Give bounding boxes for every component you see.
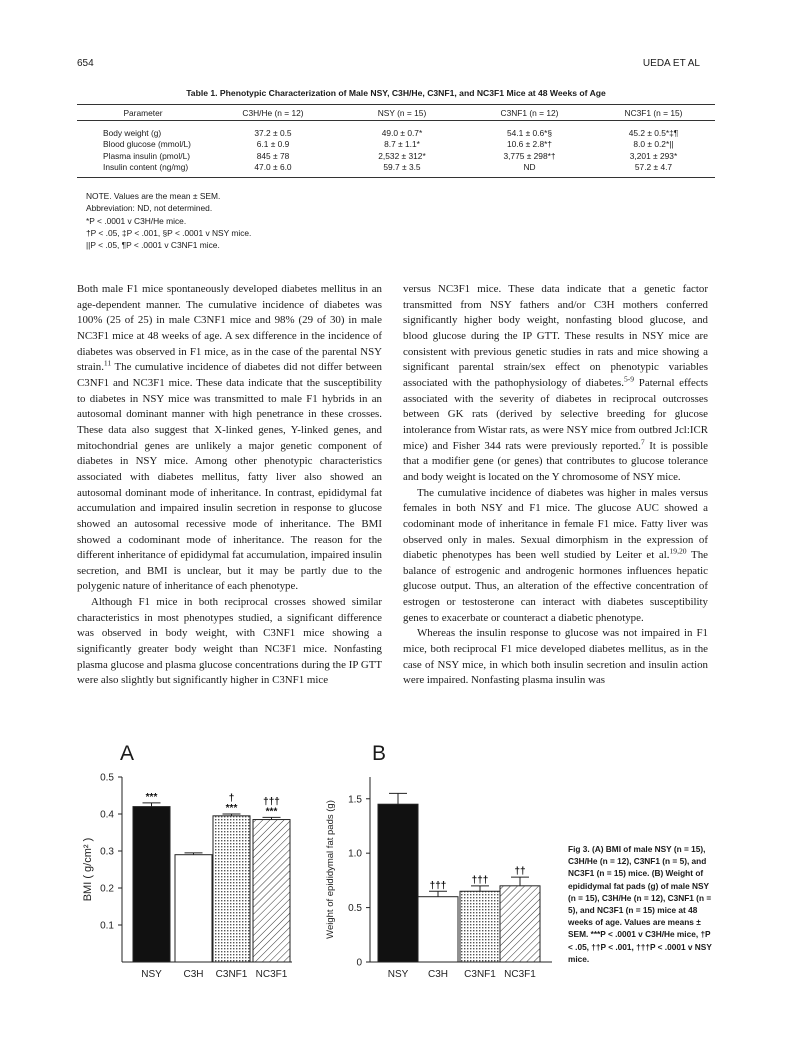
table-cell: ND: [523, 162, 536, 173]
bmi-chart: [77, 765, 307, 980]
table-cell: Body weight (g): [103, 127, 162, 138]
table-cell: 49.0 ± 0.7*: [381, 127, 423, 138]
phenotype-table: [77, 104, 715, 178]
y-tick-label: 0.5: [348, 903, 362, 915]
col-header-c3nf1: C3NF1 (n = 12): [500, 107, 559, 118]
category-label: C3NF1: [464, 969, 496, 980]
y-tick-label: 0.5: [100, 772, 114, 784]
table-note: †P < .05, ‡P < .001, §P < .0001 v NSY mice.: [86, 227, 252, 238]
table-row: [77, 139, 715, 151]
bar: [418, 897, 458, 962]
y-tick-label: 0.3: [100, 846, 114, 858]
col-header-nsy: NSY (n = 15): [377, 107, 427, 118]
table-header-row: [77, 105, 715, 121]
y-tick-label: 0.4: [100, 809, 114, 821]
y-tick-label: 0: [356, 957, 362, 969]
table-note: NOTE. Values are the mean ± SEM.: [86, 191, 221, 201]
paragraph: Whereas the insulin response to glucose was not impaired in F1 mice, both reciprocal F1 mice developed diabetes mellitus, as in the case of NSY mice, in which both insulin secretion and insulin action were impaired. Nonfasting plasma insulin was: [403, 627, 708, 687]
category-label: NSY: [141, 969, 162, 980]
table-cell: 3,201 ± 293*: [629, 150, 678, 161]
paragraph: Both male F1 mice spontaneously developed diabetes mellitus in an age-dependent manner. The cumulative incidence of diabetes was 100% (25 of 25) in male C3NF1 mice and 98% (29 of 30) in male NC3F1 mice at 48 weeks of age. A sex difference in the incidence of diabetes was observed in F1 mice, as in the case of the parental NSY strain.$^{11}$ The cumulative incidence of diabetes did not differ between C3NF1 and NC3F1 mice. These data indicate that the susceptibility to diabetes in NSY mice was transmitted to male F1 hybrids in an autosomal dominant manner with high penetrance in these crosses. These data also suggest that X-linked genes, Y-linked genes, and mitochondrial genes are unlikely a major genetic component of diabetes in NSY mice. Among other phenotypic characteristics associated with diabetes mellitus, fatty liver also showed an autosomal dominant mode of inheritance. In contrast, epididymal fat accumulation and impaired insulin secretion in response to glucose showed an autosomal recessive mode of inheritance. The BMI showed a codominant mode of inheritance. The reason for the different inheritance of epididymal fat accumulation, impaired insulin secretion, and BMI is unclear, but it may be partly due to the polygenic nature of inheritance of each phenotype.: [77, 283, 382, 593]
citation: 7: [640, 436, 645, 446]
panel-label-a: A: [120, 742, 135, 765]
category-label: C3H: [427, 969, 449, 980]
table-cell: 8.7 ± 1.1*: [384, 139, 420, 150]
body-column-right: [403, 282, 708, 689]
significance-marker: ***: [225, 803, 238, 814]
table-cell: 3,775 ± 298*†: [503, 150, 556, 161]
category-label: NSY: [387, 969, 409, 980]
table-cell: 8.0 ± 0.2*||: [633, 139, 674, 150]
table-cell: 845 ± 78: [256, 150, 290, 161]
bar: [500, 886, 540, 962]
body-column-left: [77, 282, 382, 689]
table-notes: [86, 190, 251, 251]
significance-marker: †: [228, 793, 235, 804]
y-tick-label: 0.2: [100, 883, 114, 895]
col-header-c3h: C3H/He (n = 12): [242, 107, 304, 118]
table-cell: Blood glucose (mmol/L): [103, 139, 191, 150]
y-tick-label: 1.5: [348, 794, 362, 806]
table-row: [77, 150, 715, 162]
bar: [253, 820, 290, 962]
bar: [460, 891, 500, 962]
table-cell: 37.2 ± 0.5: [254, 127, 292, 138]
table-cell: 59.7 ± 3.5: [383, 162, 421, 173]
running-head: UEDA ET AL: [642, 58, 700, 69]
col-header-parameter: Parameter: [123, 107, 163, 118]
significance-marker: †††: [263, 796, 280, 808]
figure-caption: Fig 3. (A) BMI of male NSY (n = 15), C3H/He (n = 12), C3NF1 (n = 5), and NC3F1 (n = 15) mice. (B) Weight of epididymal fat pads (g) of male NSY (n = 15), C3H/He (n = 12), C3NF1 (n = 5), and NC3F1 (n = 15) mice at 48 weeks of age. Values are means ± SEM. ***P < .0001 v C3H/He mice, †P < .05, ††P < .001, †††P < .0001 v NSY mice.: [568, 844, 712, 964]
panel-label-b: B: [372, 742, 387, 765]
table-caption: Table 1. Phenotypic Characterization of Male NSY, C3H/He, C3NF1, and NC3F1 Mice at 48 Weeks of Age: [186, 88, 606, 98]
paragraph: Although F1 mice in both reciprocal crosses showed similar characteristics in most phenotypes studied, a significant difference was observed in body weight, with C3NF1 mice showing a significantly greater body weight than NC3F1 mice. Nonfasting plasma glucose and plasma glucose concentrations during the IP GTT were also slightly but significantly higher in C3NF1 mice: [77, 596, 382, 687]
y-axis-label: BMI ( g/cm² ): [82, 837, 94, 902]
table-cell: Plasma insulin (pmol/L): [103, 150, 191, 161]
table-note: ||P < .05, ¶P < .0001 v C3NF1 mice.: [86, 240, 220, 251]
citation: 5-9: [623, 374, 635, 384]
paragraph: The cumulative incidence of diabetes was higher in males versus females in both NSY and F1 mice. The glucose AUC showed a codominant mode of inheritance in female F1 mice. Fatty liver was observed only in males. Sexual dimorphism in the expression of diabetic phenotypes has been well studied by Leiter et al.$^{19,20}$ The balance of estrogenic and androgenic hormones influences hepatic glucose output. Thus, an alteration of the effective concentration of estrogen or testosterone can interact with diabetes susceptibility genes to exacerbate or counteract a diabetic phenotype.: [403, 486, 708, 624]
significance-marker: ***: [265, 806, 278, 818]
bar: [175, 855, 212, 962]
table-cell: 47.0 ± 6.0: [254, 162, 292, 173]
bar: [378, 804, 418, 962]
significance-marker: †††: [471, 874, 489, 886]
bar: [213, 816, 250, 962]
table-cell: 10.6 ± 2.8*†: [506, 139, 553, 150]
y-tick-label: 1.0: [348, 848, 362, 860]
significance-marker: †††: [429, 880, 447, 892]
significance-marker: ††: [514, 866, 526, 878]
table-cell: 6.1 ± 0.9: [256, 139, 290, 150]
table-cell: 54.1 ± 0.6*§: [506, 127, 553, 138]
col-header-nc3f1: NC3F1 (n = 15): [624, 107, 683, 118]
paragraph: versus NC3F1 mice. These data indicate that a genetic factor transmitted from NSY fathers and/or C3H mothers conferred significantly higher body weight, nonfasting blood glucose, and blood glucose during the IP GTT. These results in NSY mice are consistent with previous genetic studies in rats and mice showing a significant parental strain/sex effect on phenotypic variables associated with the pathophysiology of diabetes.$^{5-9}$ Paternal effects associated with the severity of diabetes in reciprocal outcrosses between GK rats (derived by selective breeding for glucose intolerance from Wistar rats, as were NSY mice from outbred Jcl:ICR mice) and Fisher 344 rats were previously reported.$^7$ It is possible that a modifier gene (or genes) that contributes to glucose tolerance and body weight is located on the Y chromosome of NSY mice.: [403, 283, 708, 483]
table-note: Abbreviation: ND, not determined.: [86, 203, 213, 214]
category-label: C3H: [183, 969, 204, 980]
citation: 11: [103, 358, 112, 368]
category-label: NC3F1: [504, 969, 536, 980]
category-label: NC3F1: [255, 969, 288, 980]
y-tick-label: 0.1: [100, 920, 114, 932]
table-cell: Insulin content (ng/mg): [103, 162, 189, 173]
table-row: [77, 162, 715, 178]
citation: 19,20: [669, 546, 687, 556]
table-note: *P < .0001 v C3H/He mice.: [86, 215, 187, 226]
table-cell: 2,532 ± 312*: [378, 150, 426, 161]
page-number: 654: [77, 58, 94, 69]
table-row: [77, 121, 715, 139]
significance-marker: ***: [145, 791, 158, 803]
category-label: C3NF1: [215, 969, 248, 980]
bar: [133, 807, 170, 962]
table-cell: 57.2 ± 4.7: [634, 162, 673, 173]
table-cell: 45.2 ± 0.5*‡¶: [628, 127, 679, 138]
y-axis-label: Weight of epididymal fat pads (g): [325, 800, 336, 939]
fat-pad-chart: [320, 765, 560, 980]
